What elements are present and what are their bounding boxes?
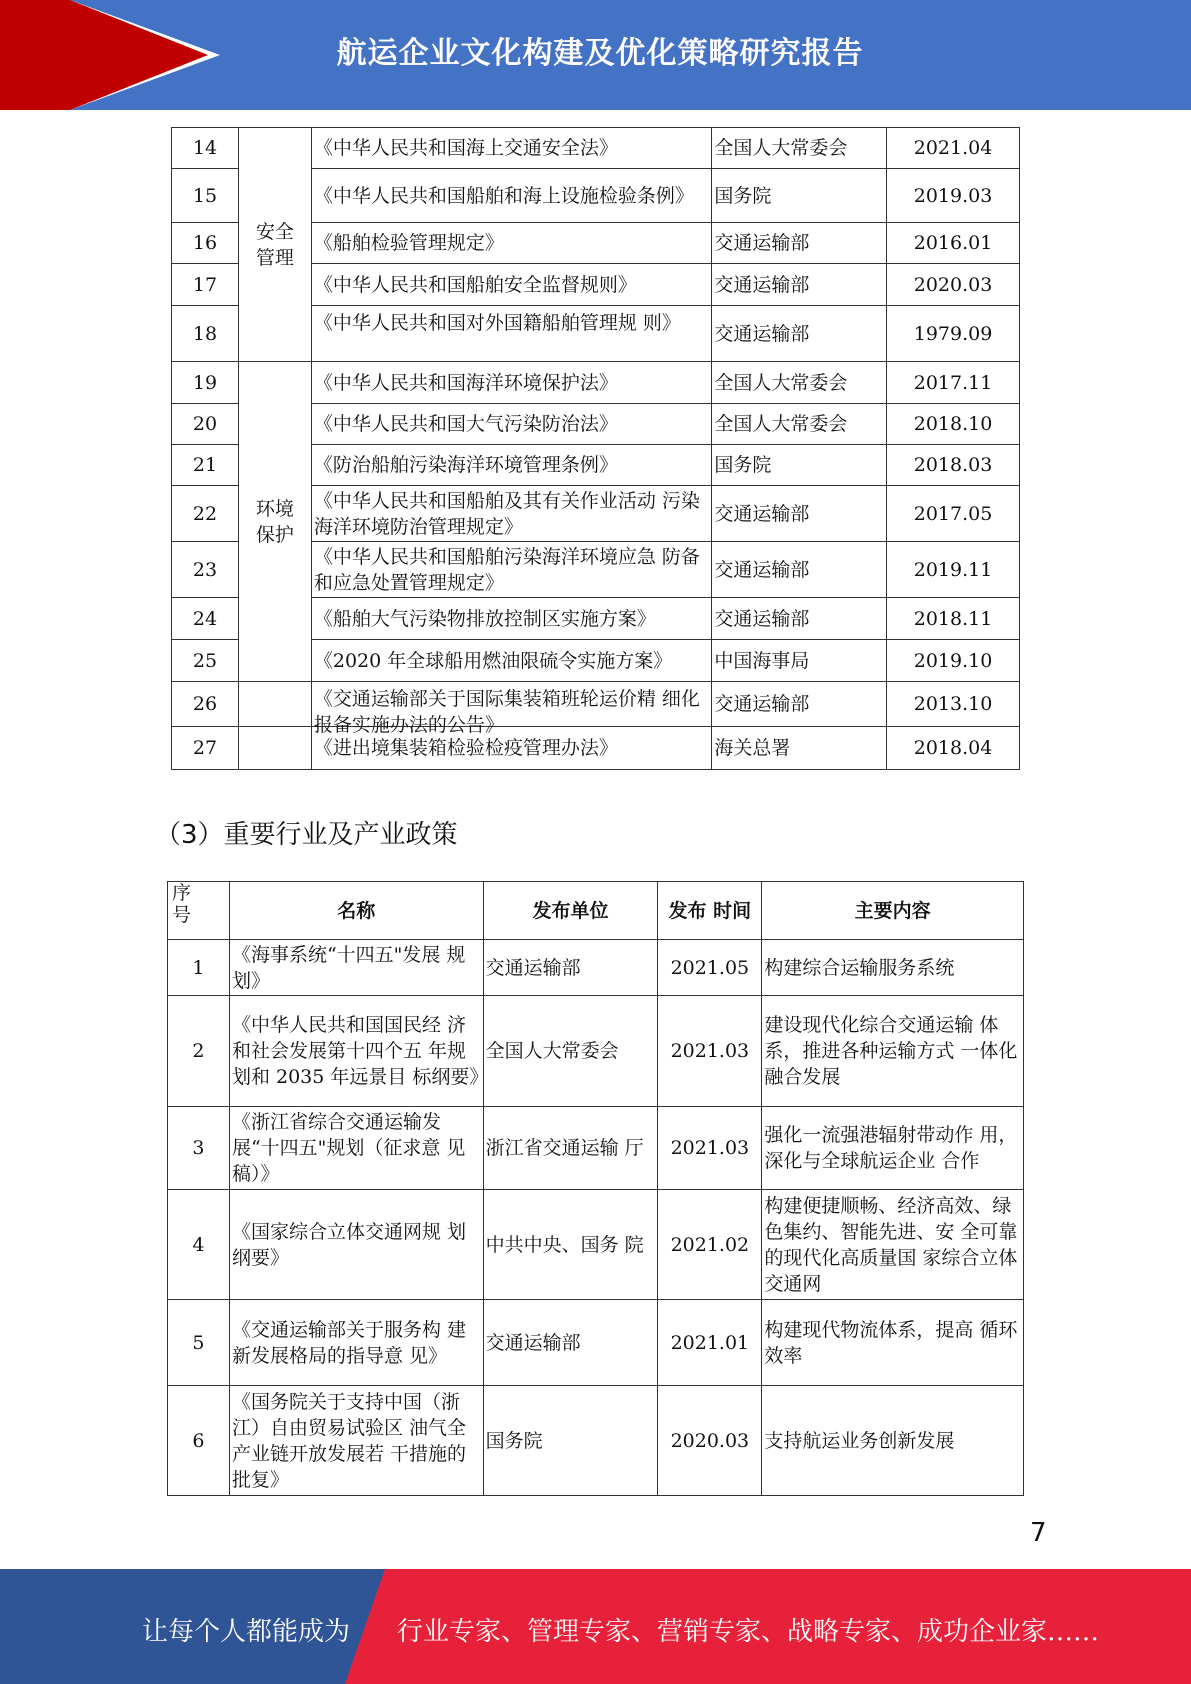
main-content: 建设现代化综合交通运输 体系，推进各种运输方式 一体化融合发展	[762, 996, 1024, 1107]
row-number: 19	[172, 362, 239, 404]
issuer: 国务院	[712, 169, 887, 223]
issue-date: 2013.10	[887, 682, 1020, 727]
issue-date: 2019.10	[887, 640, 1020, 682]
table-row	[168, 1386, 1024, 1496]
row-number: 16	[172, 223, 239, 264]
issue-date: 2021.04	[887, 128, 1020, 169]
row-number: 27	[172, 727, 239, 770]
page-footer	[0, 1569, 1191, 1684]
row-number: 3	[168, 1107, 230, 1190]
table-row	[172, 362, 1020, 404]
row-number: 4	[168, 1190, 230, 1300]
policy-name: 《国务院关于支持中国（浙江）自由贸易试验区 油气全产业链开放发展若 干措施的批复》	[229, 1386, 483, 1496]
issue-date: 2016.01	[887, 223, 1020, 264]
policy-name: 《海事系统“十四五"发展 规划》	[229, 940, 483, 996]
header-date: 发布 时间	[658, 882, 762, 940]
issue-date: 2019.03	[887, 169, 1020, 223]
issuer: 交通运输部	[712, 264, 887, 306]
regulation-name: 《船舶大气污染物排放控制区实施方案》	[311, 598, 711, 640]
table-row	[168, 1107, 1024, 1190]
issuer: 国务院	[483, 1386, 658, 1496]
regulation-name: 《中华人民共和国海洋环境保护法》	[311, 362, 711, 404]
issue-date: 2021.01	[658, 1300, 762, 1386]
policy-name: 《国家综合立体交通网规 划纲要》	[229, 1190, 483, 1300]
issuer: 海关总署	[712, 727, 887, 770]
row-number: 22	[172, 486, 239, 542]
issue-date: 2018.04	[887, 727, 1020, 770]
row-number: 23	[172, 542, 239, 598]
issuer: 交通运输部	[483, 1300, 658, 1386]
table-header-row	[168, 882, 1024, 940]
regulation-name: 《中华人民共和国船舶污染海洋环境应急 防备和应急处置管理规定》	[311, 542, 711, 598]
header-red-block	[0, 0, 70, 110]
policy-name: 《浙江省综合交通运输发 展“十四五"规划（征求意 见稿）》	[229, 1107, 483, 1190]
row-number: 25	[172, 640, 239, 682]
row-number: 15	[172, 169, 239, 223]
issuer: 国务院	[712, 445, 887, 486]
header-arrow-red	[70, 0, 208, 110]
issue-date: 2018.10	[887, 404, 1020, 445]
issuer: 全国人大常委会	[712, 362, 887, 404]
regulation-name: 《中华人民共和国大气污染防治法》	[311, 404, 711, 445]
row-number: 6	[168, 1386, 230, 1496]
row-number: 26	[172, 682, 239, 727]
main-content: 构建现代物流体系，提高 循环效率	[762, 1300, 1024, 1386]
section-heading: （3）重要行业及产业政策	[155, 820, 458, 850]
category-empty	[238, 727, 311, 770]
regulation-name: 《中华人民共和国船舶安全监督规则》	[311, 264, 711, 306]
policy-name: 《交通运输部关于服务构 建新发展格局的指导意 见》	[229, 1300, 483, 1386]
row-number: 21	[172, 445, 239, 486]
regulation-name: 《防治船舶污染海洋环境管理条例》	[311, 445, 711, 486]
issue-date: 2017.11	[887, 362, 1020, 404]
issuer: 交通运输部	[712, 598, 887, 640]
regulations-table	[171, 127, 1020, 770]
policies-table	[167, 881, 1024, 1496]
header-name: 名称	[229, 882, 483, 940]
issue-date: 2020.03	[658, 1386, 762, 1496]
issue-date: 2021.03	[658, 996, 762, 1107]
table-row	[168, 1300, 1024, 1386]
issuer: 交通运输部	[483, 940, 658, 996]
issue-date: 2021.03	[658, 1107, 762, 1190]
footer-slogan-left: 让每个人都能成为	[142, 1617, 351, 1647]
issue-date: 2018.03	[887, 445, 1020, 486]
issuer: 浙江省交通运输 厅	[483, 1107, 658, 1190]
issue-date: 2021.05	[658, 940, 762, 996]
issue-date: 2021.02	[658, 1190, 762, 1300]
regulation-name: 《中华人民共和国海上交通安全法》	[311, 128, 711, 169]
issuer: 中国海事局	[712, 640, 887, 682]
category-safety: 安全管理	[238, 128, 311, 362]
row-number: 20	[172, 404, 239, 445]
row-number: 1	[168, 940, 230, 996]
issuer: 交通运输部	[712, 486, 887, 542]
header-issuer: 发布单位	[483, 882, 658, 940]
table-row	[172, 128, 1020, 169]
category-environment: 环境保护	[238, 362, 311, 682]
row-number: 5	[168, 1300, 230, 1386]
issuer: 中共中央、国务 院	[483, 1190, 658, 1300]
issue-date: 2020.03	[887, 264, 1020, 306]
header-no: 序号	[168, 882, 230, 940]
row-number: 17	[172, 264, 239, 306]
main-content: 支持航运业务创新发展	[762, 1386, 1024, 1496]
table-row	[168, 940, 1024, 996]
row-number: 14	[172, 128, 239, 169]
table-row	[172, 727, 1020, 770]
regulation-name: 《中华人民共和国对外国籍船舶管理规 则》	[311, 306, 711, 362]
regulation-name: 《船舶检验管理规定》	[311, 223, 711, 264]
main-content: 构建便捷顺畅、经济高效、绿色集约、智能先进、安 全可靠的现代化高质量国 家综合立体交通网	[762, 1190, 1024, 1300]
regulation-name: 《进出境集装箱检验检疫管理办法》	[311, 727, 711, 770]
issuer: 全国人大常委会	[712, 404, 887, 445]
regulation-name: 《中华人民共和国船舶和海上设施检验条例》	[311, 169, 711, 223]
issuer: 交通运输部	[712, 223, 887, 264]
category-empty	[238, 682, 311, 727]
table-row	[172, 682, 1020, 727]
row-number: 24	[172, 598, 239, 640]
main-content: 强化一流强港辐射带动作 用，深化与全球航运企业 合作	[762, 1107, 1024, 1190]
page-number: 7	[1030, 1518, 1047, 1548]
table-row	[168, 1190, 1024, 1300]
issue-date: 2019.11	[887, 542, 1020, 598]
footer-slogan-right: 行业专家、管理专家、营销专家、战略专家、成功企业家……	[397, 1617, 1100, 1647]
header-content: 主要内容	[762, 882, 1024, 940]
main-content: 构建综合运输服务系统	[762, 940, 1024, 996]
issue-date: 1979.09	[887, 306, 1020, 362]
issue-date: 2018.11	[887, 598, 1020, 640]
issue-date: 2017.05	[887, 486, 1020, 542]
row-number: 2	[168, 996, 230, 1107]
policy-name: 《中华人民共和国国民经 济和社会发展第十四个五 年规划和 2035 年远景目 标纲要》	[229, 996, 483, 1107]
regulation-name: 《交通运输部关于国际集装箱班轮运价精 细化报备实施办法的公告》	[311, 682, 711, 727]
regulation-name: 《中华人民共和国船舶及其有关作业活动 污染海洋环境防治管理规定》	[311, 486, 711, 542]
page-header	[0, 0, 1191, 110]
regulation-name: 《2020 年全球船用燃油限硫令实施方案》	[311, 640, 711, 682]
row-number: 18	[172, 306, 239, 362]
issuer: 交通运输部	[712, 306, 887, 362]
issuer: 全国人大常委会	[483, 996, 658, 1107]
issuer: 交通运输部	[712, 682, 887, 727]
table-row	[168, 996, 1024, 1107]
report-title: 航运企业文化构建及优化策略研究报告	[336, 36, 864, 71]
issuer: 全国人大常委会	[712, 128, 887, 169]
issuer: 交通运输部	[712, 542, 887, 598]
